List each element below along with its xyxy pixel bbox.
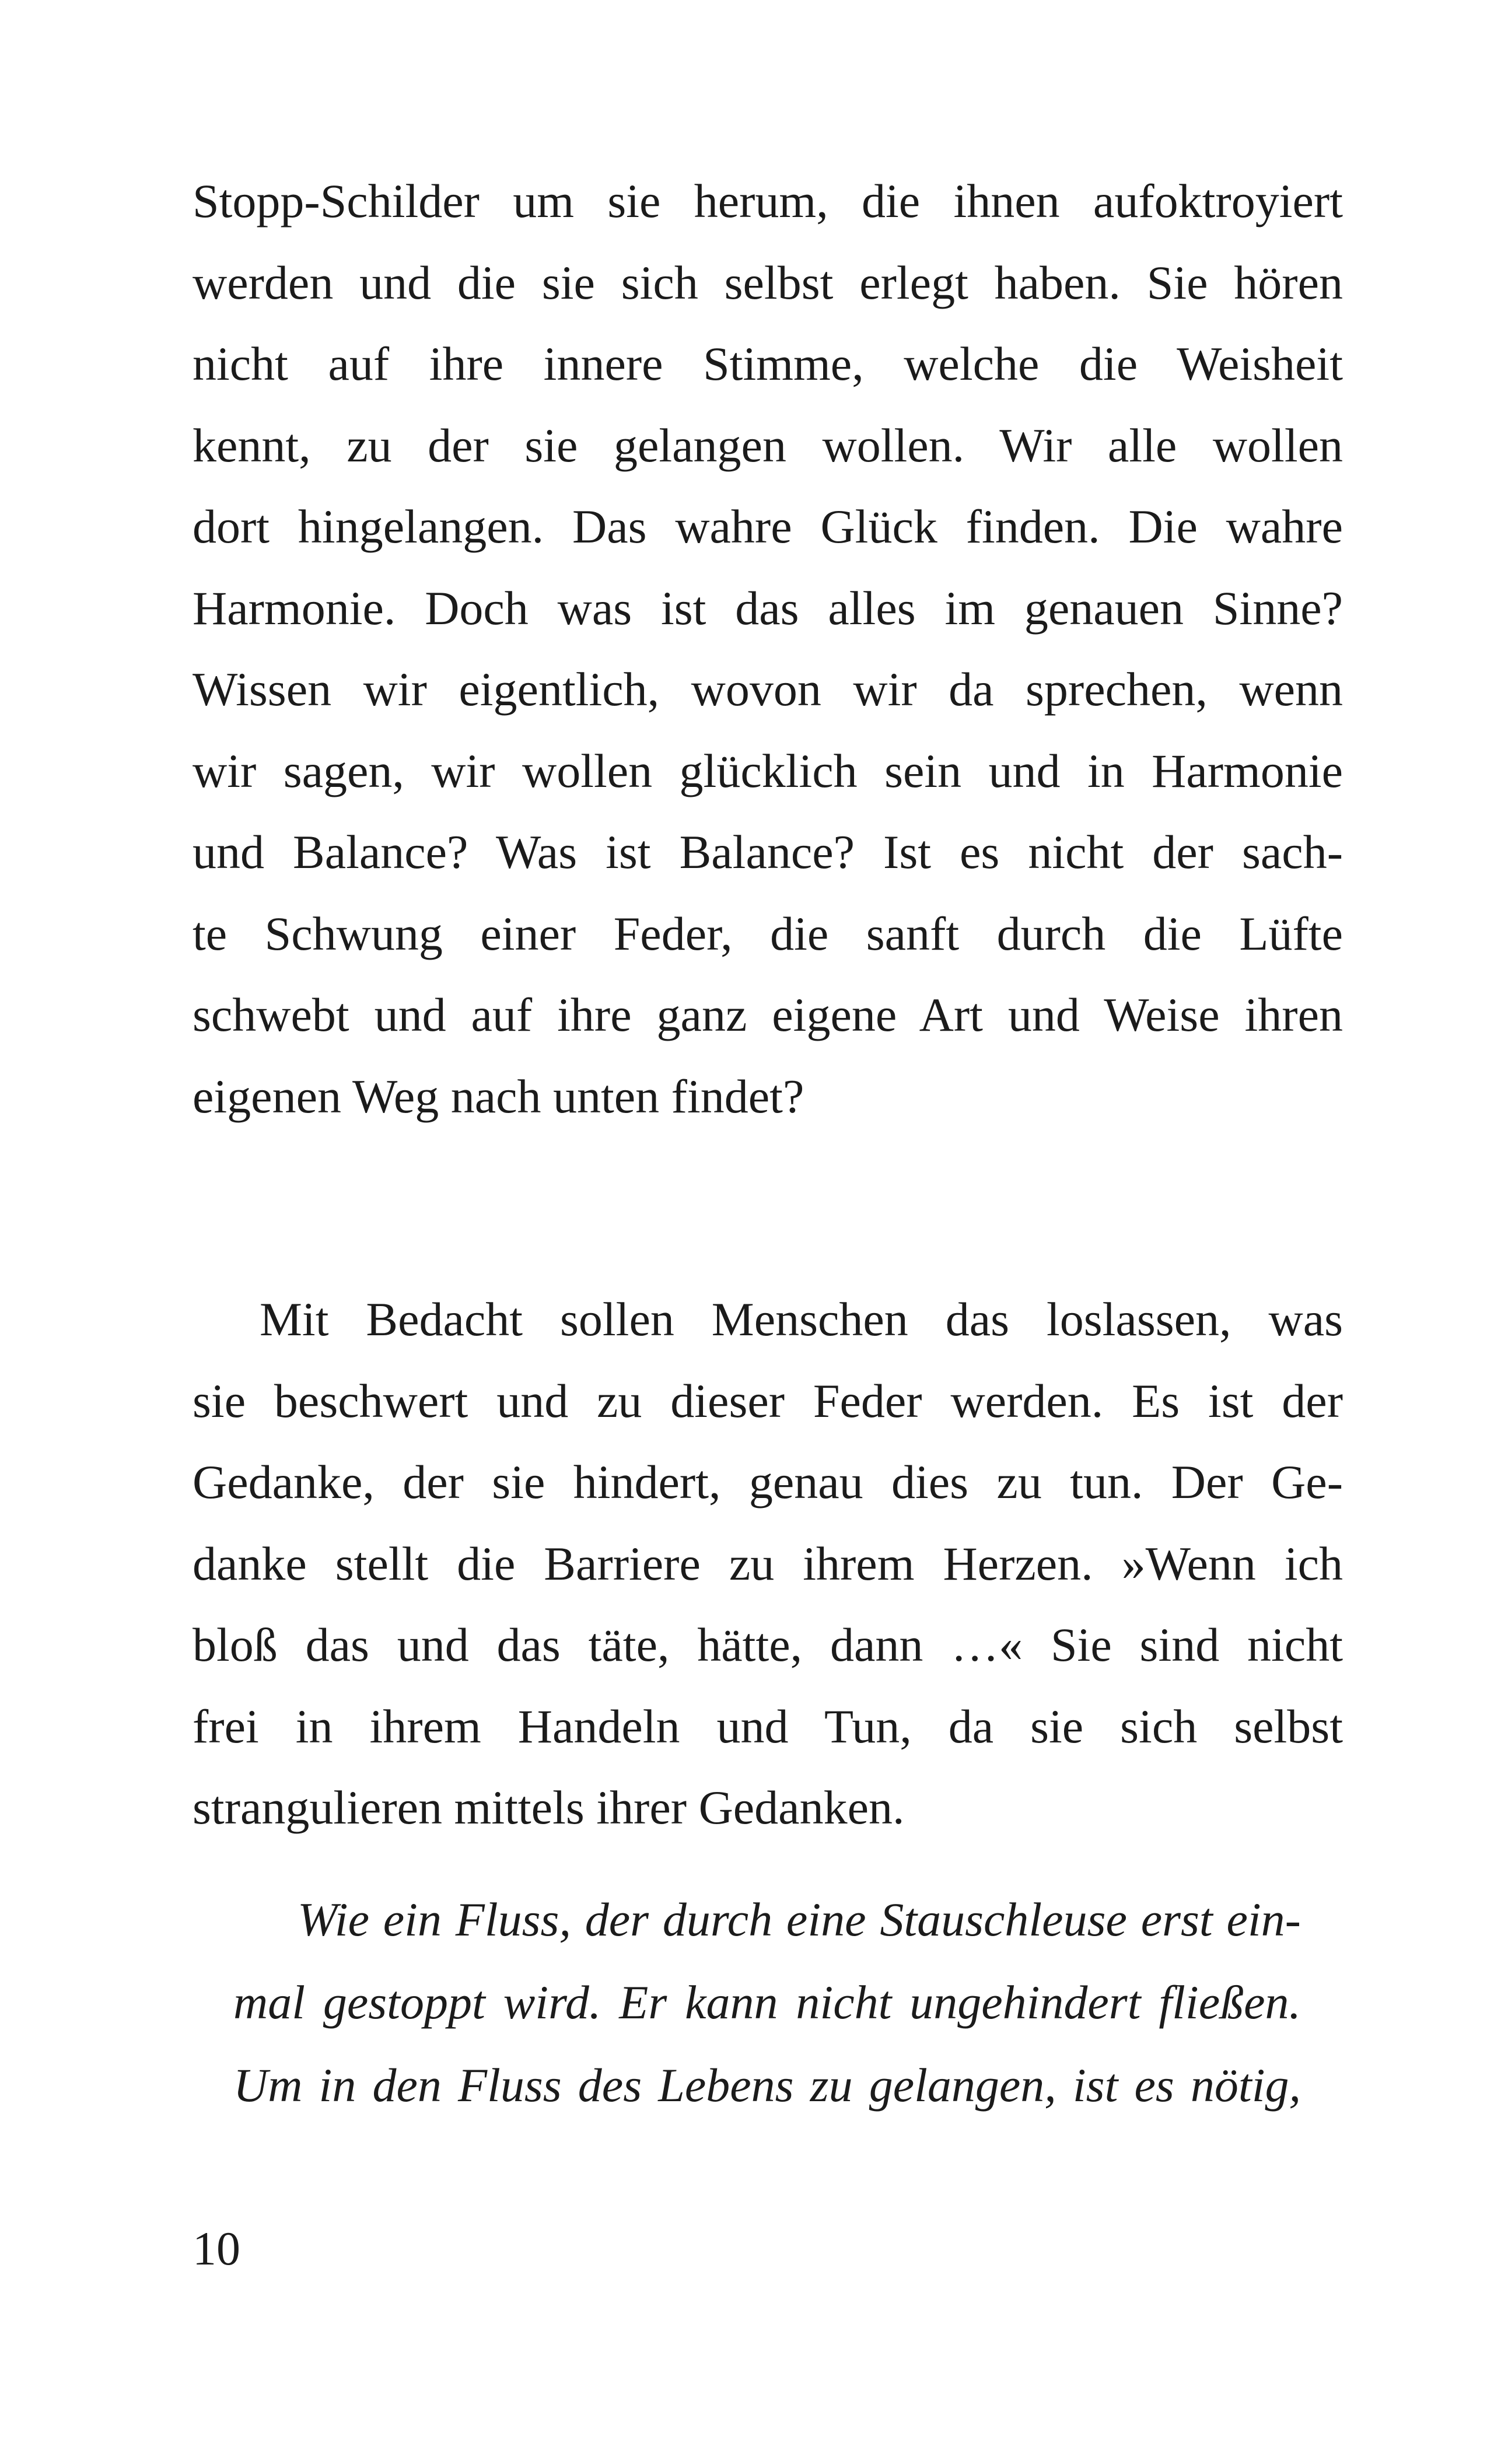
quote-line: Wie ein Fluss, der durch eine Stauschleuse erst ein- (298, 1893, 1301, 1946)
italic-quote (233, 1878, 1301, 2127)
text-line: wir sagen, wir wollen glücklich sein und in Harmonie (193, 744, 1343, 797)
text-line: werden und die sie sich selbst erlegt haben. Sie hören (193, 256, 1343, 309)
text-line: dort hingelangen. Das wahre Glück finden. Die wahre (193, 500, 1343, 553)
text-line: nicht auf ihre innere Stimme, welche die Weisheit (193, 337, 1343, 390)
text-line: te Schwung einer Feder, die sanft durch die Lüfte (193, 907, 1343, 960)
text-line: und Balance? Was ist Balance? Ist es nicht der sach- (193, 825, 1343, 878)
text-line: kennt, zu der sie gelangen wollen. Wir alle wollen (193, 418, 1343, 472)
quote-line: Um in den Fluss des Lebens zu gelangen, ist es nötig, (233, 2059, 1301, 2112)
page-number: 10 (193, 2222, 240, 2275)
paragraph-1 (193, 160, 1343, 1137)
text-line: Gedanke, der sie hindert, genau dies zu tun. Der Ge- (193, 1455, 1343, 1508)
text-line: Harmonie. Doch was ist das alles im genauen Sinne? (193, 581, 1343, 635)
text-line: schwebt und auf ihre ganz eigene Art und Weise ihren (193, 988, 1343, 1041)
text-line: danke stellt die Barriere zu ihrem Herzen. »Wenn ich (193, 1536, 1343, 1590)
text-line: bloß das und das täte, hätte, dann …« Sie sind nicht (193, 1618, 1343, 1671)
text-line: Wissen wir eigentlich, wovon wir da sprechen, wenn (193, 663, 1343, 716)
paragraph-2 (193, 1279, 1343, 1849)
text-line: eigenen Weg nach unten findet? (193, 1069, 804, 1123)
text-line: frei in ihrem Handeln und Tun, da sie sich selbst (193, 1699, 1343, 1753)
text-line: sie beschwert und zu dieser Feder werden. Es ist der (193, 1374, 1343, 1427)
text-line: Mit Bedacht sollen Menschen das loslassen, was (260, 1293, 1343, 1346)
quote-line: mal gestoppt wird. Er kann nicht ungehindert fließen. (233, 1976, 1301, 2029)
text-line: Stopp-Schilder um sie herum, die ihnen aufoktroyiert (193, 174, 1343, 228)
text-line: strangulieren mittels ihrer Gedanken. (193, 1781, 905, 1834)
